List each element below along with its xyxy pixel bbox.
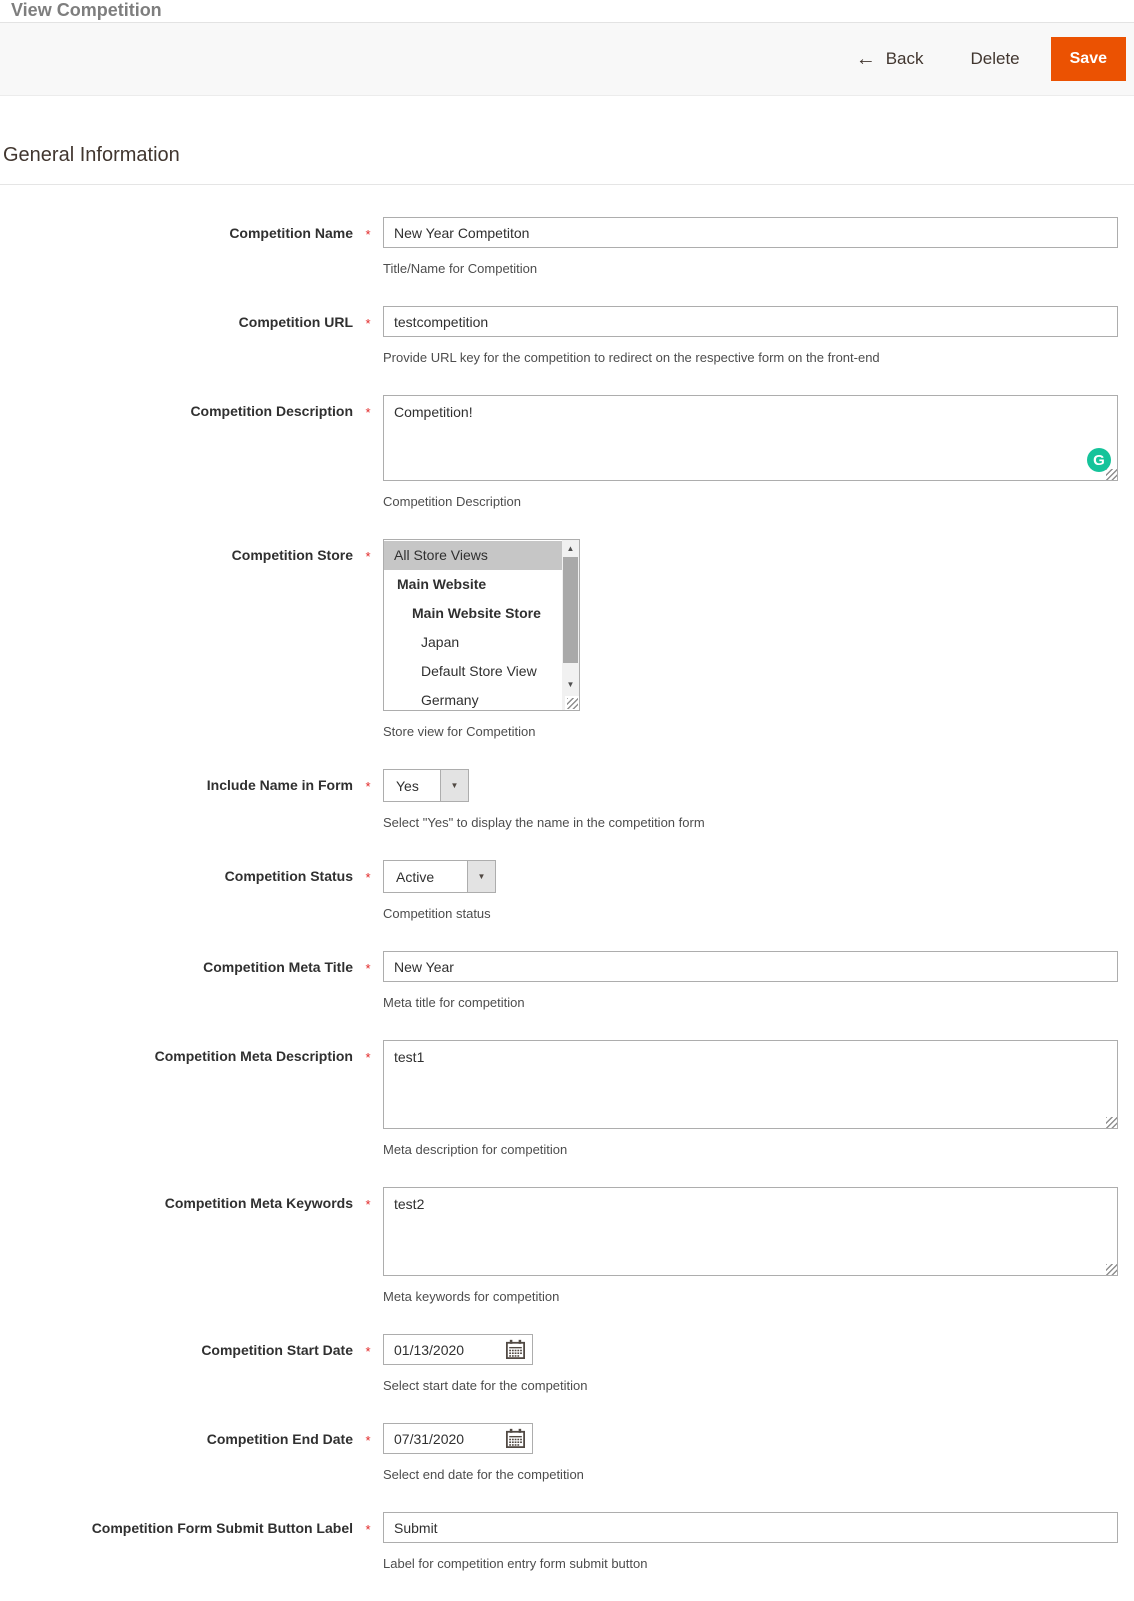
competition-url-note: Provide URL key for the competition to redirect on the respective form on the front-end	[383, 350, 880, 365]
competition-description-note: Competition Description	[383, 494, 522, 509]
back-button-label: Back	[885, 49, 924, 68]
store-option-germany[interactable]: Germany	[421, 692, 479, 708]
store-option-japan[interactable]: Japan	[421, 634, 460, 650]
field-row-start-date	[0, 1334, 1134, 1393]
competition-name-note: Title/Name for Competition	[383, 261, 538, 276]
resize-handle[interactable]	[1106, 1117, 1117, 1128]
meta-keywords-textarea[interactable]	[383, 1187, 1118, 1276]
submit-button-label-note: Label for competition entry form submit button	[383, 1556, 648, 1571]
field-row-meta-keywords	[0, 1187, 1134, 1304]
required-asterisk: *	[365, 1344, 371, 1359]
submit-button-label-label: Competition Form Submit Button Label	[91, 1520, 353, 1536]
required-asterisk: *	[365, 870, 371, 885]
meta-title-input[interactable]	[383, 951, 1118, 982]
meta-title-note: Meta title for competition	[383, 995, 525, 1010]
field-row-meta-title	[0, 951, 1134, 1010]
field-row-submit-button-label	[0, 1512, 1134, 1571]
toolbar	[0, 22, 1134, 96]
field-row-competition-url	[0, 306, 1134, 365]
field-row-competition-status	[0, 860, 1134, 921]
resize-handle[interactable]	[565, 696, 579, 710]
include-name-in-form-label: Include Name in Form	[206, 777, 353, 793]
required-asterisk: *	[365, 1522, 371, 1537]
field-row-competition-name	[0, 217, 1134, 276]
required-asterisk: *	[365, 1433, 371, 1448]
competition-store-multiselect[interactable]	[383, 539, 580, 711]
include-name-in-form-select[interactable]	[383, 769, 469, 802]
end-date-value: 07/31/2020	[394, 1430, 465, 1447]
meta-description-textarea[interactable]	[383, 1040, 1118, 1129]
calendar-icon[interactable]	[498, 1424, 532, 1453]
store-option-all-store-views[interactable]: All Store Views	[384, 541, 562, 570]
delete-button[interactable]: Delete	[970, 49, 1020, 68]
competition-url-label: Competition URL	[238, 314, 353, 330]
competition-status-select[interactable]	[383, 860, 496, 893]
scroll-down-icon[interactable]: ▼	[566, 680, 575, 689]
competition-store-note: Store view for Competition	[383, 724, 536, 739]
scroll-up-icon[interactable]: ▲	[566, 544, 575, 553]
meta-keywords-note: Meta keywords for competition	[383, 1289, 560, 1304]
scrollbar-thumb[interactable]	[563, 557, 578, 663]
start-date-field[interactable]	[383, 1334, 533, 1365]
resize-handle[interactable]	[1106, 469, 1117, 480]
end-date-label: Competition End Date	[206, 1431, 353, 1447]
competition-status-note: Competition status	[383, 906, 491, 921]
meta-description-note: Meta description for competition	[383, 1142, 568, 1157]
field-row-competition-description	[0, 395, 1134, 509]
include-name-in-form-note: Select "Yes" to display the name in the competition form	[383, 815, 705, 830]
calendar-icon[interactable]	[498, 1335, 532, 1364]
submit-button-label-input[interactable]	[383, 1512, 1118, 1543]
field-row-end-date	[0, 1423, 1134, 1482]
field-row-meta-description	[0, 1040, 1134, 1157]
start-date-note: Select start date for the competition	[383, 1378, 588, 1393]
chevron-down-icon[interactable]: ▼	[467, 861, 495, 892]
store-options-list	[384, 540, 562, 710]
competition-status-selected-value: Active	[396, 868, 435, 885]
store-option-main-website-store[interactable]: Main Website Store	[412, 605, 541, 621]
start-date-label: Competition Start Date	[201, 1342, 353, 1358]
multiselect-scrollbar[interactable]	[562, 540, 579, 710]
start-date-value: 01/13/2020	[394, 1341, 465, 1358]
back-button[interactable]	[856, 49, 924, 69]
save-button[interactable]: Save	[1051, 37, 1126, 81]
meta-title-label: Competition Meta Title	[203, 959, 353, 975]
store-option-default-store-view[interactable]: Default Store View	[421, 663, 537, 679]
end-date-field[interactable]	[383, 1423, 533, 1454]
competition-url-input[interactable]	[383, 306, 1118, 337]
chevron-down-icon[interactable]: ▼	[440, 770, 468, 801]
meta-description-label: Competition Meta Description	[154, 1048, 353, 1064]
field-row-include-name-in-form	[0, 769, 1134, 830]
required-asterisk: *	[365, 779, 371, 794]
competition-description-label: Competition Description	[190, 403, 353, 419]
include-name-selected-value: Yes	[396, 777, 419, 794]
required-asterisk: *	[365, 316, 371, 331]
store-option-main-website[interactable]: Main Website	[397, 576, 487, 592]
competition-description-textarea[interactable]	[383, 395, 1118, 481]
calendar-icon-graphic	[505, 1339, 526, 1360]
required-asterisk: *	[365, 1050, 371, 1065]
competition-store-label: Competition Store	[231, 547, 353, 563]
grammarly-icon[interactable]: G	[1087, 448, 1111, 472]
end-date-note: Select end date for the competition	[383, 1467, 584, 1482]
field-row-competition-store	[0, 539, 1134, 739]
page-title-bar	[0, 0, 1134, 22]
competition-name-label: Competition Name	[229, 225, 353, 241]
required-asterisk: *	[365, 549, 371, 564]
general-information-form	[0, 217, 1134, 1571]
page-title: View Competition	[11, 0, 162, 20]
competition-status-label: Competition Status	[224, 868, 353, 884]
back-arrow-icon: ←	[855, 48, 876, 70]
section-heading: General Information	[3, 144, 180, 166]
calendar-icon-graphic	[505, 1428, 526, 1449]
required-asterisk: *	[365, 1197, 371, 1212]
meta-keywords-label: Competition Meta Keywords	[164, 1195, 353, 1211]
required-asterisk: *	[365, 405, 371, 420]
heading-divider	[0, 184, 1134, 185]
resize-handle[interactable]	[1106, 1264, 1117, 1275]
competition-name-input[interactable]	[383, 217, 1118, 248]
required-asterisk: *	[365, 961, 371, 976]
required-asterisk: *	[365, 227, 371, 242]
